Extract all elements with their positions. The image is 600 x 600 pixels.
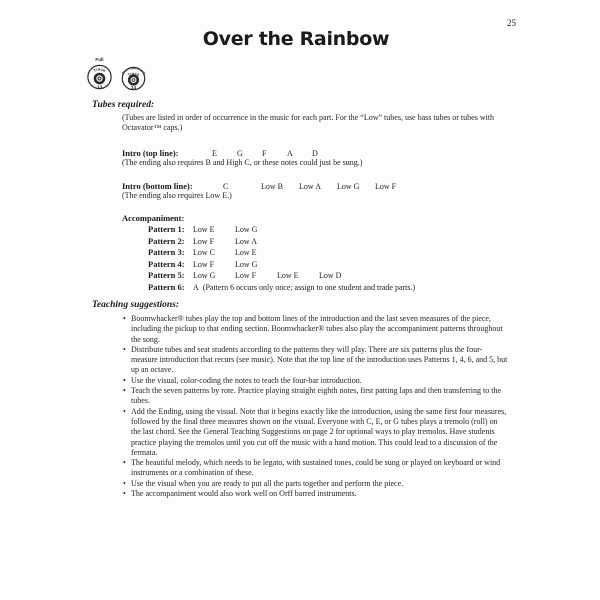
note-item: D xyxy=(312,149,318,158)
pattern-row xyxy=(148,236,415,248)
pattern-note: Low E xyxy=(193,225,215,234)
pattern-note: Low F xyxy=(235,271,257,280)
cd-track-icons xyxy=(85,55,151,94)
accompaniment-patterns xyxy=(148,224,415,293)
svg-text:Track xyxy=(93,66,108,73)
intro-top-line-row xyxy=(122,148,337,158)
full-track-number: 13 xyxy=(96,85,103,91)
teaching-bullet: • The beautiful melody, which needs to be legato, with sustained tones, could be sung or played on keyboard or wind instruments or a combination of these. xyxy=(122,458,508,479)
pattern-note: Low F xyxy=(193,259,215,269)
pattern-note: Low C xyxy=(193,248,215,257)
pattern-parenthetical-note: (Pattern 6 occurs only once; assign to one student and trade parts.) xyxy=(202,282,416,292)
pattern-note: Low D xyxy=(319,271,342,280)
pattern-row xyxy=(148,259,415,271)
pattern-label: Pattern 5: xyxy=(148,270,185,280)
intro-bottom-line-row xyxy=(122,181,413,191)
pattern-row xyxy=(148,282,415,294)
accompaniment-heading: Accompaniment: xyxy=(122,213,185,223)
pattern-note: Low G xyxy=(235,259,258,269)
teaching-bullet: • Use the visual when you are ready to put all the parts together and perform the piece. xyxy=(122,479,508,489)
teaching-bullet: • The accompaniment would also work well on Orff barred instruments. xyxy=(122,489,508,499)
note-item: A xyxy=(287,149,293,158)
note-item: C xyxy=(223,182,229,191)
teaching-suggestions-heading: Teaching suggestions: xyxy=(92,300,180,310)
accompaniment-track-number: 14 xyxy=(130,85,137,91)
accompaniment-arc-label: Accompaniment xyxy=(120,66,147,76)
pattern-label: Pattern 4: xyxy=(148,258,185,269)
pattern-label: Pattern 2: xyxy=(148,235,185,246)
note-item: Low F xyxy=(375,182,397,191)
accompaniment-track-cd-icon xyxy=(116,55,151,94)
accompaniment-track-arc-label: Track xyxy=(126,70,141,78)
pattern-note: Low F xyxy=(193,236,215,246)
tubes-required-note: (Tubes are listed in order of occurrence in the music for each part. For the “Low” tubes, use bass tubes or tubes with Octavator™ caps.) xyxy=(122,113,495,132)
teaching-bullet: • Add the Ending, using the visual. Note that it begins exactly like the introduction, using the same first four measures, followed by the final three measures shown on the visual. Everyone with C, E, or G tubes plays a tremolo (roll) on the last chord. See the General Teaching Suggestions on page 2 for optional ways to play tremolos. Have students practice playing the tremolos until you cut off the music with a hand motion. This could lead to a discussion of the fermata. xyxy=(122,407,508,458)
teaching-bullet: • Boomwhacker® tubes play the top and bottom lines of the introduction and the last seven measures of the piece, including the pickup to that ending section. Boomwhacker® tubes also play the accompaniment patterns throughout the song. xyxy=(122,314,508,345)
pattern-note: A xyxy=(193,282,199,292)
note-item: E xyxy=(212,149,217,158)
full-track-label: Full xyxy=(95,57,104,62)
note-item: F xyxy=(262,149,267,158)
teaching-bullet: • Distribute tubes and seat students according to the patterns they will play. There are six patterns plus the four-measure introduction that recurs (see music). Note that the top line of the introduction uses Patterns 1, 4, 6, and 5, but up an octave. xyxy=(122,345,508,376)
pattern-row xyxy=(148,270,415,282)
pattern-note: Low E xyxy=(235,248,257,257)
pattern-note: Low G xyxy=(193,271,216,280)
teaching-suggestions-list xyxy=(122,314,508,499)
page-title: Over the Rainbow xyxy=(202,28,390,50)
teaching-bullet: • Teach the seven patterns by rote. Practice playing straight eighth notes, first patting laps and then transferring to the tubes. xyxy=(122,386,508,407)
note-item: Low A xyxy=(299,182,321,191)
teaching-bullet: • Use the visual, color-coding the notes to teach the four-bar introduction. xyxy=(122,376,508,386)
pattern-note: Low E xyxy=(277,271,299,280)
intro-top-ending-note: (The ending also requires B and High C, or these notes could just be sung.) xyxy=(122,158,363,167)
full-track-arc-label: Track xyxy=(92,66,107,73)
note-item: Low G xyxy=(337,182,360,191)
note-item: G xyxy=(237,149,243,158)
pattern-label: Pattern 1: xyxy=(148,224,185,234)
note-item: Low B xyxy=(261,182,283,191)
page-number: 25 xyxy=(507,18,516,28)
pattern-row xyxy=(148,247,415,259)
intro-bottom-ending-note: (The ending also requires Low E.) xyxy=(122,191,232,200)
intro-bottom-label: Intro (bottom line): xyxy=(122,181,193,191)
full-track-cd-icon xyxy=(85,55,114,94)
pattern-note: Low A xyxy=(235,236,257,246)
pattern-note: Low G xyxy=(235,225,258,234)
pattern-label: Pattern 6: xyxy=(148,281,185,292)
tubes-required-heading: Tubes required: xyxy=(92,100,155,110)
pattern-row xyxy=(148,224,415,236)
pattern-label: Pattern 3: xyxy=(148,247,185,257)
intro-top-label: Intro (top line): xyxy=(122,148,179,158)
